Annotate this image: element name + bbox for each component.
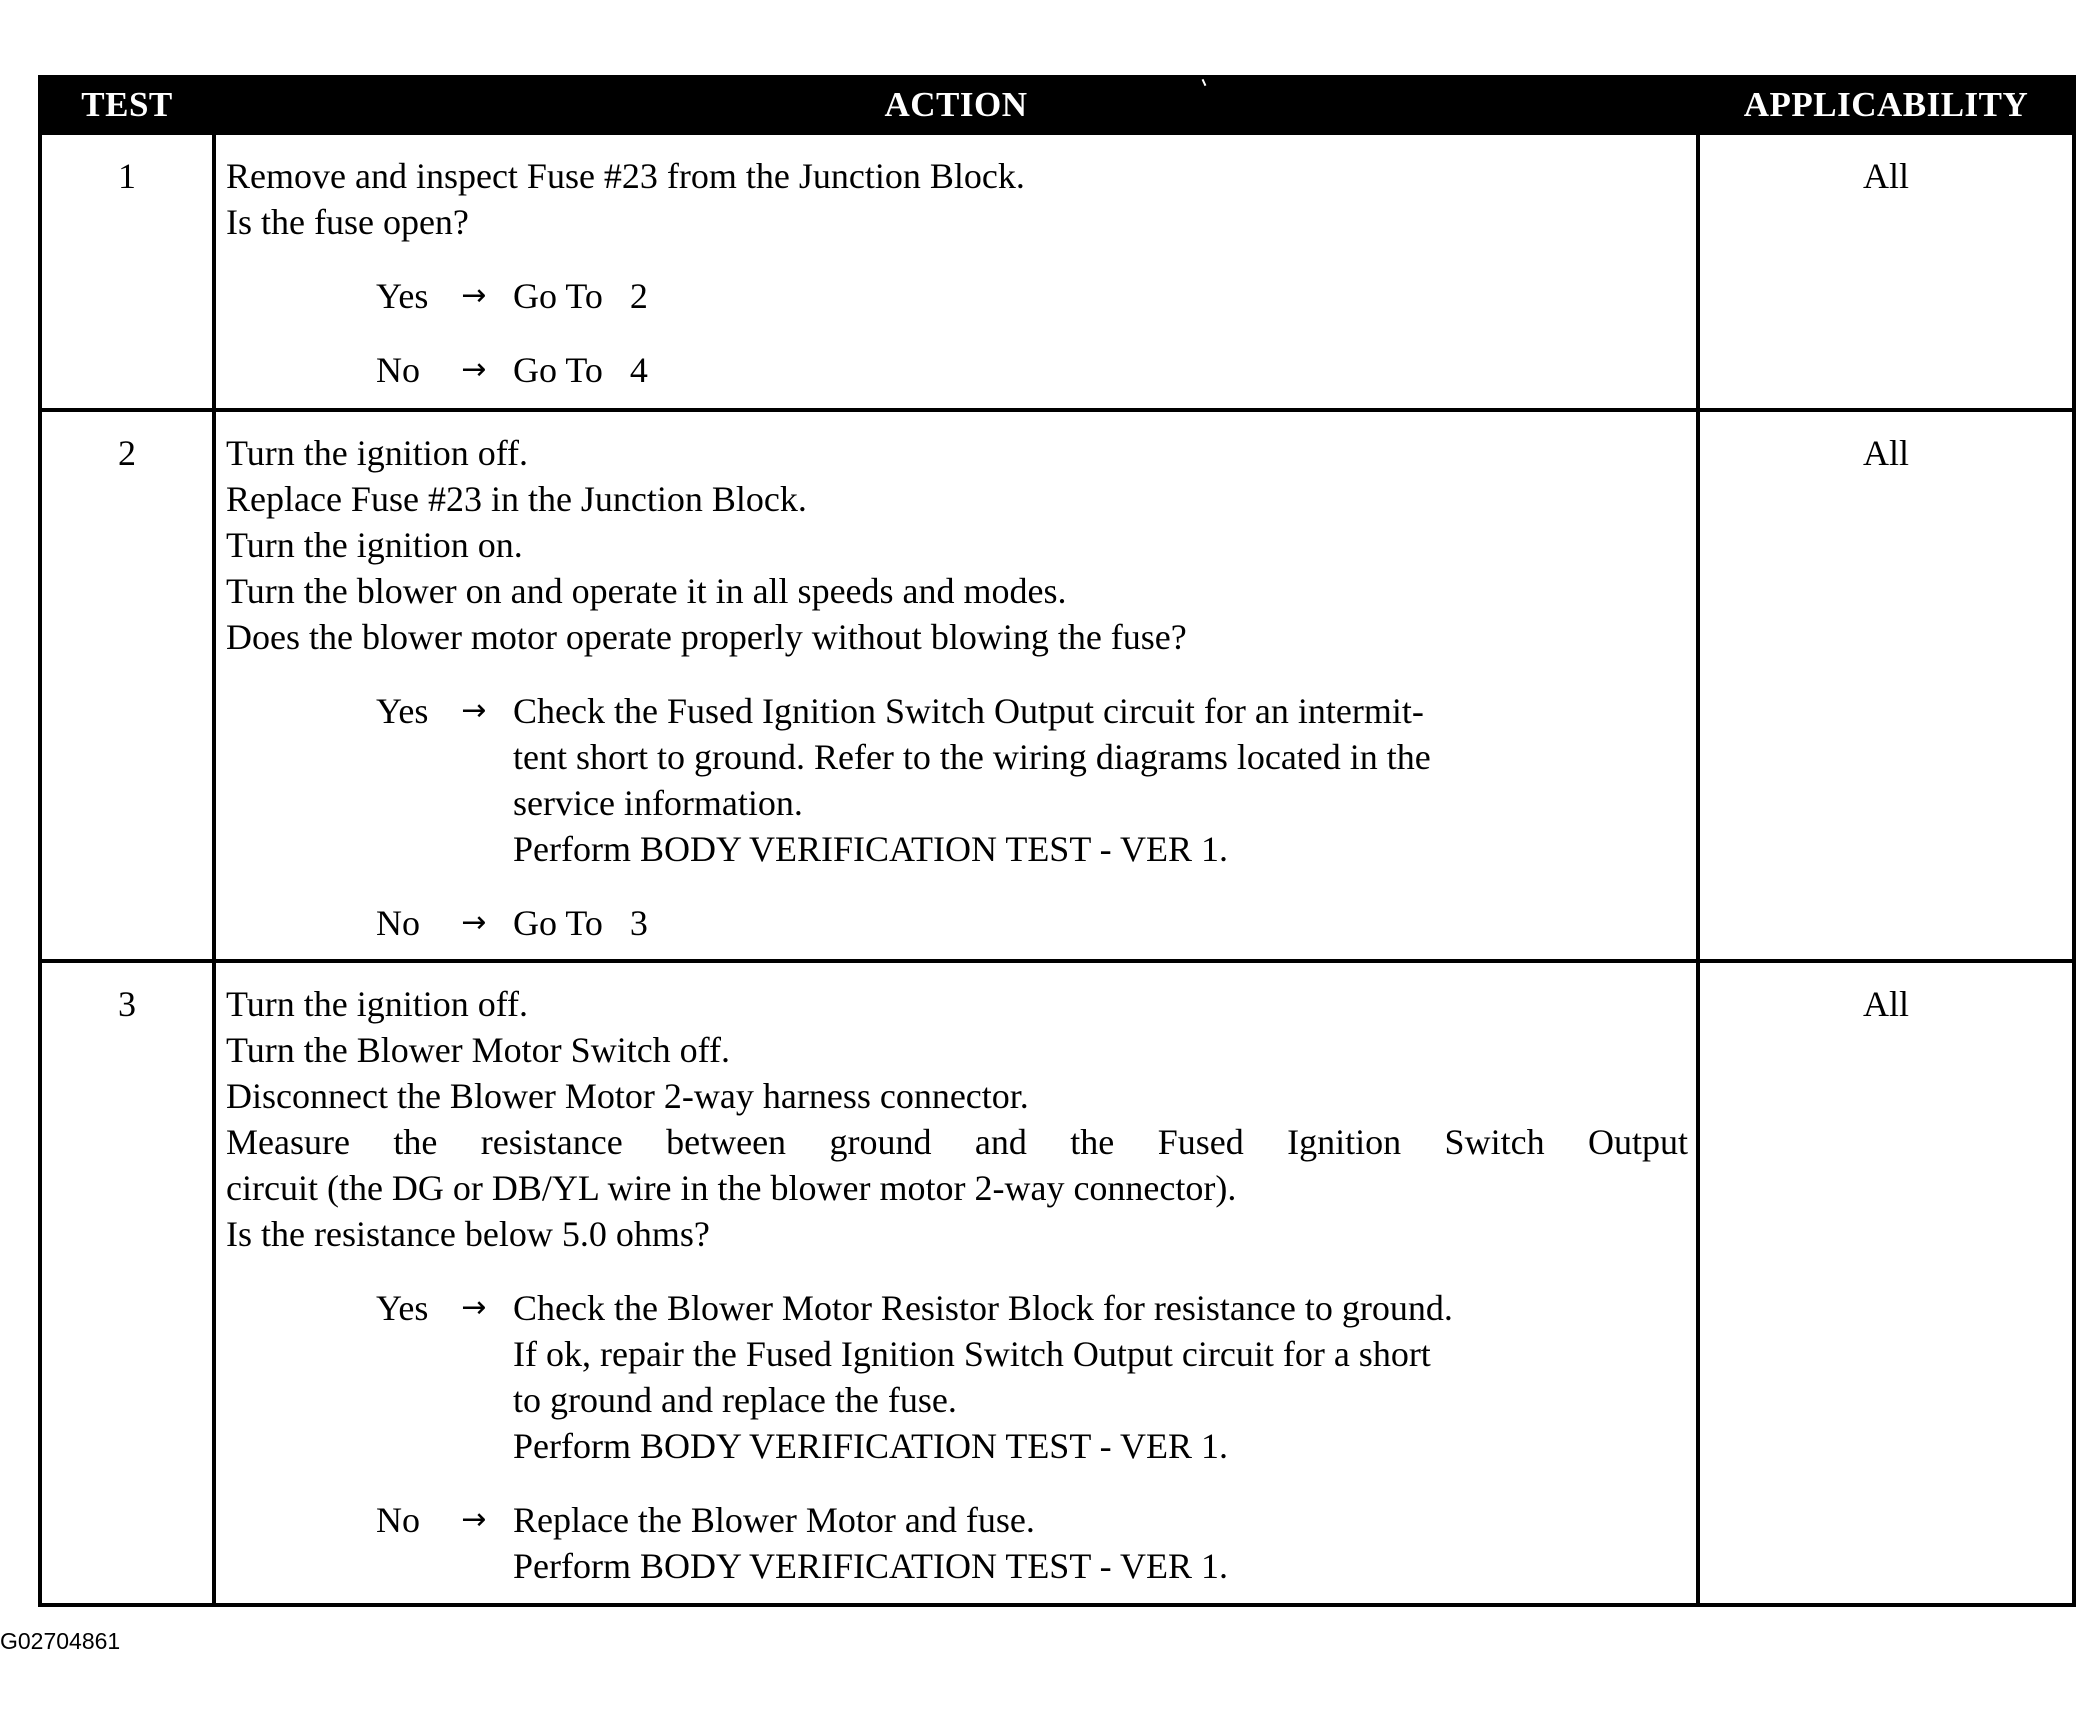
no-answer	[376, 1497, 1688, 1589]
question-line: Turn the ignition on.	[226, 524, 523, 565]
result-line: Check the Blower Motor Resistor Block for resistance to ground.	[513, 1288, 1453, 1329]
result-line: service information.	[513, 782, 803, 823]
question-line: Remove and inspect Fuse #23 from the Junction Block.	[226, 156, 1025, 196]
right-arrow-icon: →	[461, 1290, 487, 1326]
no-answer	[376, 900, 1688, 946]
table-row	[40, 133, 2074, 410]
action-cell	[214, 961, 1698, 1605]
result-line: Replace the Blower Motor and fuse.	[513, 1500, 1035, 1541]
action-cell	[214, 410, 1698, 961]
result-line: Perform BODY VERIFICATION TEST - VER 1.	[513, 1426, 1229, 1467]
question-line: Disconnect the Blower Motor 2-way harness connector.	[226, 1076, 1029, 1117]
yes-answer	[376, 1285, 1688, 1469]
question-line: Turn the ignition off.	[226, 432, 529, 473]
result-line: If ok, repair the Fused Ignition Switch Output circuit for a short	[513, 1334, 1431, 1375]
question-line: Is the resistance below 5.0 ohms?	[226, 1214, 710, 1255]
result-line: Go To 4	[513, 350, 648, 390]
no-result	[507, 347, 1688, 393]
result-line: tent short to ground. Refer to the wiring diagrams located in the	[513, 736, 1431, 777]
right-arrow-icon: →	[461, 1502, 487, 1538]
question-line: Is the fuse open?	[226, 202, 469, 242]
table-row	[40, 961, 2074, 1605]
no-result	[507, 900, 1688, 946]
question-line: Measure the resistance between ground and the Fused Ignition Switch Output	[226, 1122, 1688, 1163]
test-number: 2	[40, 410, 214, 961]
result-line: Perform BODY VERIFICATION TEST - VER 1.	[513, 1546, 1229, 1587]
applicability-value: All	[1698, 410, 2074, 961]
table-row	[40, 410, 2074, 961]
no-label: No	[376, 902, 420, 943]
question-line: Turn the blower on and operate it in all speeds and modes.	[226, 570, 1067, 611]
right-arrow-icon: →	[461, 278, 487, 313]
header-test: TEST	[40, 77, 214, 133]
yes-answer	[376, 688, 1688, 872]
right-arrow-icon: →	[461, 904, 487, 940]
header-applicability: APPLICABILITY	[1698, 77, 2074, 133]
yes-result	[507, 1285, 1688, 1469]
no-label: No	[376, 1500, 420, 1541]
no-answer	[376, 347, 1688, 393]
question-line: Replace Fuse #23 in the Junction Block.	[226, 478, 807, 519]
yes-result	[507, 688, 1688, 872]
diagnostic-test-table	[38, 75, 2076, 1607]
question-line: Turn the Blower Motor Switch off.	[226, 1030, 730, 1071]
header-action: ACTION	[214, 77, 1698, 133]
test-number: 3	[40, 961, 214, 1605]
no-result	[507, 1497, 1688, 1589]
question-line: circuit (the DG or DB/YL wire in the blower motor 2-way connector).	[226, 1168, 1237, 1209]
action-cell	[214, 133, 1698, 410]
yes-label: Yes	[376, 690, 429, 731]
yes-label: Yes	[376, 276, 429, 316]
table-header-row	[40, 77, 2074, 133]
test-number: 1	[40, 133, 214, 410]
result-line: Go To 2	[513, 276, 648, 316]
result-line: to ground and replace the fuse.	[513, 1380, 957, 1421]
applicability-value: All	[1698, 961, 2074, 1605]
yes-label: Yes	[376, 1288, 429, 1329]
right-arrow-icon: →	[461, 692, 487, 728]
figure-id: G02704861	[0, 1628, 121, 1654]
yes-answer	[376, 273, 1688, 319]
right-arrow-icon: →	[461, 352, 487, 387]
yes-result	[507, 273, 1688, 319]
result-line: Go To 3	[513, 902, 648, 943]
result-line: Check the Fused Ignition Switch Output circuit for an intermit-	[513, 690, 1424, 731]
question-line: Does the blower motor operate properly without blowing the fuse?	[226, 616, 1187, 657]
result-line: Perform BODY VERIFICATION TEST - VER 1.	[513, 828, 1229, 869]
question-line: Turn the ignition off.	[226, 984, 529, 1025]
no-label: No	[376, 350, 420, 390]
applicability-value: All	[1698, 133, 2074, 410]
